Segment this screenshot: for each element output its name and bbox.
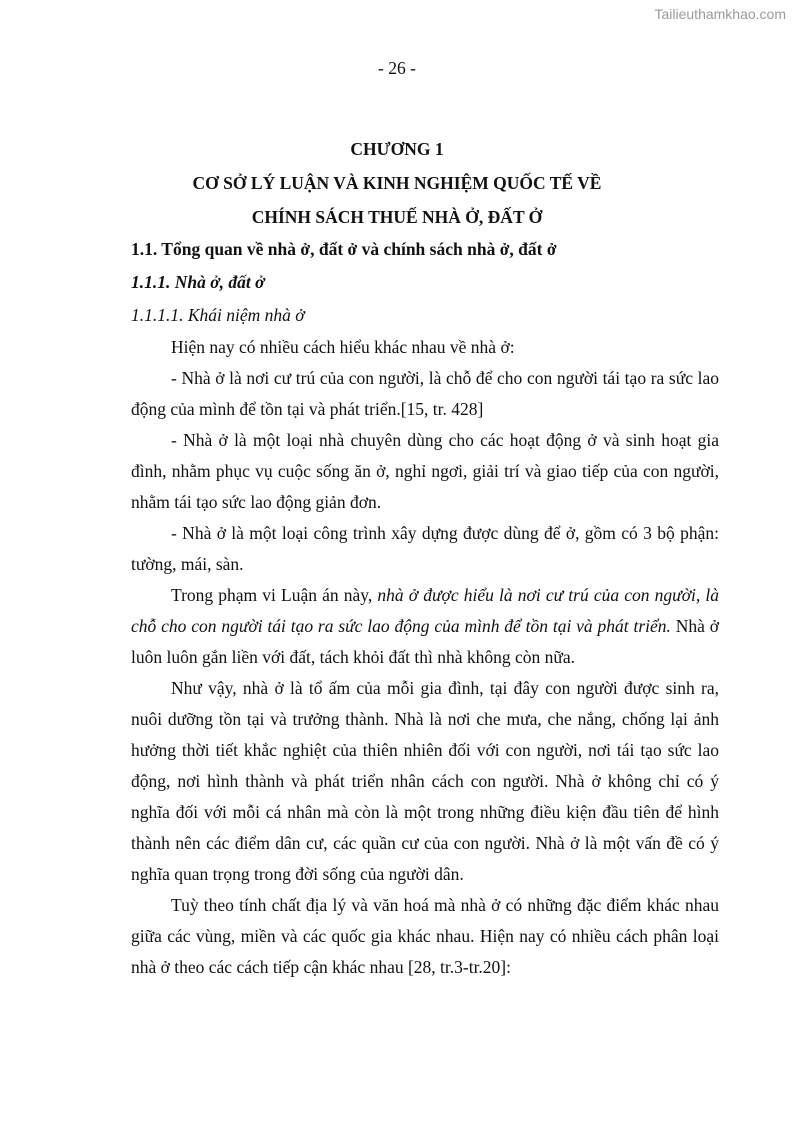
chapter-title-line-2: CHÍNH SÁCH THUẾ NHÀ Ở, ĐẤT Ở — [251, 207, 543, 227]
section-heading-1-1-1: 1.1.1. Nhà ở, đất ở — [131, 272, 265, 292]
paragraph-scope-lead: Trong phạm vi Luận án này, — [171, 585, 378, 605]
section-heading-1-1-1-1: 1.1.1.1. Khái niệm nhà ở — [131, 305, 305, 325]
chapter-label: CHƯƠNG 1 — [350, 139, 444, 159]
paragraph-scope — [131, 580, 719, 673]
paragraph-definition-3: - Nhà ở là một loại công trình xây dựng được dùng để ở, gồm có 3 bộ phận: tường, mái, sàn. — [131, 523, 719, 574]
paragraph-scope-tail: Nhà ở luôn luôn gắn liền với đất, tách khỏi đất thì nhà không còn nữa. — [131, 616, 719, 667]
document-body — [131, 233, 719, 983]
watermark: Tailieuthamkhao.com — [654, 6, 786, 22]
page-number: - 26 - — [378, 58, 416, 78]
paragraph-definition-1: - Nhà ở là nơi cư trú của con người, là chỗ để cho con người tái tạo ra sức lao động của mình để tồn tại và phát triển.[15, tr. 428] — [131, 368, 719, 419]
paragraph-scope-definition: nhà ở được hiểu là nơi cư trú của con người, là chỗ cho con người tái tạo ra sức lao động của mình để tồn tại và phát triển. — [131, 585, 720, 636]
chapter-title-line-1: CƠ SỞ LÝ LUẬN VÀ KINH NGHIỆM QUỐC TẾ VỀ — [192, 173, 602, 193]
paragraph-classification: Tuỳ theo tính chất địa lý và văn hoá mà nhà ở có những đặc điểm khác nhau giữa các vùng, miền và các quốc gia khác nhau. Hiện nay có nhiều cách phân loại nhà ở theo các cách tiếp cận khác nhau [28, tr.3-tr.20]: — [131, 895, 719, 977]
paragraph-definition-2: - Nhà ở là một loại nhà chuyên dùng cho các hoạt động ở và sinh hoạt gia đình, nhằm phục vụ cuộc sống ăn ở, nghỉ ngơi, giải trí và giao tiếp của con người, nhằm tái tạo sức lao động giản đơn. — [131, 430, 719, 512]
paragraph-intro: Hiện nay có nhiều cách hiểu khác nhau về nhà ở: — [171, 337, 515, 357]
section-heading-1-1: 1.1. Tổng quan về nhà ở, đất ở và chính sách nhà ở, đất ở — [131, 239, 557, 259]
chapter-heading — [0, 132, 794, 234]
paragraph-significance: Như vậy, nhà ở là tổ ấm của mỗi gia đình, tại đây con người được sinh ra, nuôi dưỡng tồn tại và trưởng thành. Nhà là nơi che mưa, che nắng, chống lại ảnh hưởng thời tiết khắc nghiệt của thiên nhiên đối với con người, nơi tái tạo sức lao động, nơi hình thành và phát triển nhân cách con người. Nhà ở không chỉ có ý nghĩa đối với mỗi cá nhân mà còn là một trong những điều kiện đầu tiên để hình thành nên các điểm dân cư, các quần cư của con người. Nhà ở là một vấn đề có ý nghĩa quan trọng trong đời sống của người dân. — [131, 678, 719, 884]
